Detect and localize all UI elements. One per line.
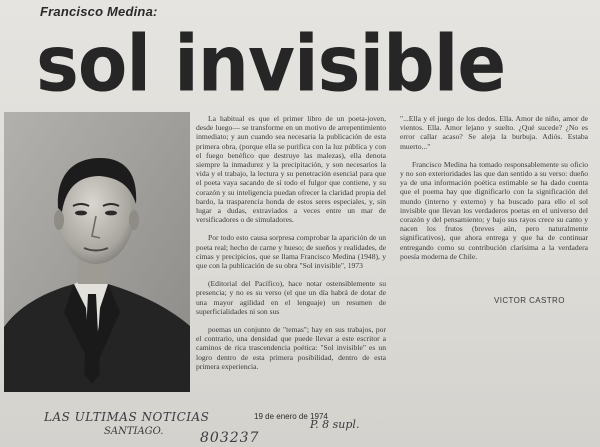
article-kicker: Francisco Medina: — [40, 4, 158, 19]
body-paragraph: (Editorial del Pacífico), hace notar ostensiblemente su presencia; y no es su verso (el que un día habrá de dotar de una mayor agilidad en el lenguaje) un resumen de superficialidades ni son sus — [196, 279, 386, 316]
portrait-photo — [4, 112, 190, 392]
author-signature: VICTOR CASTRO — [494, 296, 565, 305]
publication-date: 19 de enero de 1974 — [254, 412, 328, 421]
article-body-right — [400, 114, 588, 314]
handwritten-page: P. 8 supl. — [310, 418, 360, 431]
article-headline: sol invisible — [36, 18, 506, 109]
portrait-photo-icon — [4, 112, 190, 392]
body-paragraph: Francisco Medina ha tomado responsablemente su oficio y no son exterioridades las que dan sentido a su verso: dueño ya de una información poética estimable se ha dado cuenta que el poema hay que dignificarlo con la significación del mundo (interno y externo) y ha buscado para ello el sol invisible que llevan los verdaderos poetas en el universo del corazón y del pensamiento; y bajo sus rayos crece su canto y nacen los frutos (breves aún, pero naturalmente significativos), que ahora entrega y que ha de continuar entregando como su contribución clarísima a la verdadera poesía moderna de Chile. — [400, 159, 588, 261]
poem-quote: "...Ella y el juego de los dedos. Ella. Amor de niño, amor de vientos. Ella. Amor lejano y suelto. ¿Qué sucede? ¿No es error callar acaso? Se aleja la burbuja. Adiós. Estaba muerto..." — [400, 114, 588, 151]
handwritten-city: SANTIAGO. — [104, 426, 164, 437]
handwritten-number: 803237 — [200, 430, 260, 446]
body-paragraph: poemas un conjunto de "temas"; hay en sus trabajos, por el contrario, una densidad que puede llevar a este escritor a caminos de rica trascendencia poética: "Sol invisible" es un logro dentro de esta primera posibilidad, dentro de esta primera experiencia. — [196, 325, 386, 371]
body-paragraph: Por todo esto causa sorpresa comprobar la aparición de un poeta real; hecho de carne y hueso; de sueños y realidades, de cimas y precipicios, que se llama Francisco Medina (1948), y que con la publicación de su obra "Sol invisible", 1973 — [196, 233, 386, 271]
article-body-middle — [196, 114, 386, 406]
handwritten-source: LAS ULTIMAS NOTICIAS — [44, 410, 210, 424]
body-paragraph: La habitual es que el primer libro de un poeta-joven, desde luego— se transforme en un motivo de arrepentimiento inmediato; y aun cuando sea necesaria la publicación de esta primera obra, (porque ella se purifica con la luz pública y con el fuego benéfico que destruye las malezas), ella denota siempre la inmadurez y la precipitación, y son necesarios la vida y el trabajo, la lectura y su penetración esencial para que el poeta vaya sacando de sí todo el fulgor que contiene, y su corazón y su inteligencia puedan ofrecer la claridad propia del bardo, la trasparencia honda de estos seres especiales, y, sin lugar a dudas, extraviados a veces entre un mar de versificadores o de simuladores. — [196, 114, 386, 225]
